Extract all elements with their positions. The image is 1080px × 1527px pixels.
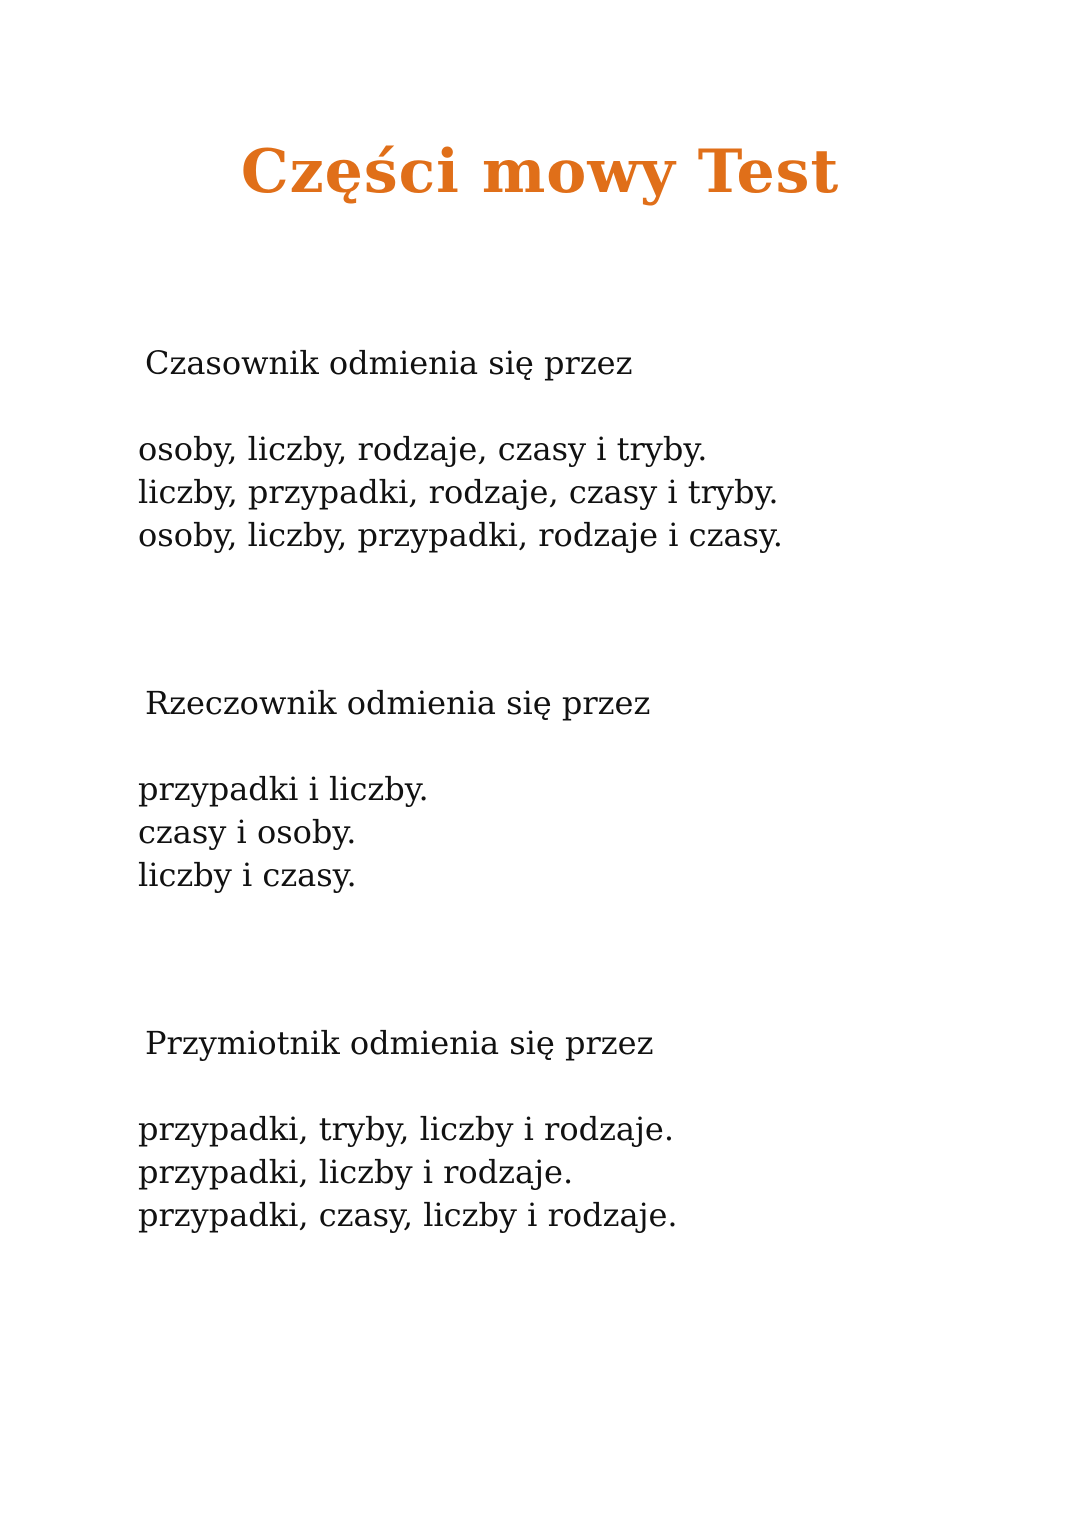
answer-option[interactable]: liczby i czasy. (138, 856, 357, 894)
answer-option[interactable]: przypadki, czasy, liczby i rodzaje. (138, 1196, 678, 1234)
answer-options (138, 428, 783, 557)
answer-options (138, 1108, 678, 1237)
answer-option[interactable]: liczby, przypadki, rodzaje, czasy i tryby. (138, 473, 779, 511)
question-prompt: Rzeczownik odmienia się przez (145, 684, 651, 722)
answer-options (138, 768, 429, 897)
answer-option[interactable]: osoby, liczby, rodzaje, czasy i tryby. (138, 430, 708, 468)
question-prompt: Czasownik odmienia się przez (145, 344, 633, 382)
answer-option[interactable]: przypadki, liczby i rodzaje. (138, 1153, 574, 1191)
answer-option[interactable]: przypadki i liczby. (138, 770, 429, 808)
page-title: Części mowy Test (240, 137, 840, 207)
answer-option[interactable]: przypadki, tryby, liczby i rodzaje. (138, 1110, 675, 1148)
answer-option[interactable]: osoby, liczby, przypadki, rodzaje i czasy. (138, 516, 783, 554)
answer-option[interactable]: czasy i osoby. (138, 813, 357, 851)
question-prompt: Przymiotnik odmienia się przez (145, 1024, 654, 1062)
